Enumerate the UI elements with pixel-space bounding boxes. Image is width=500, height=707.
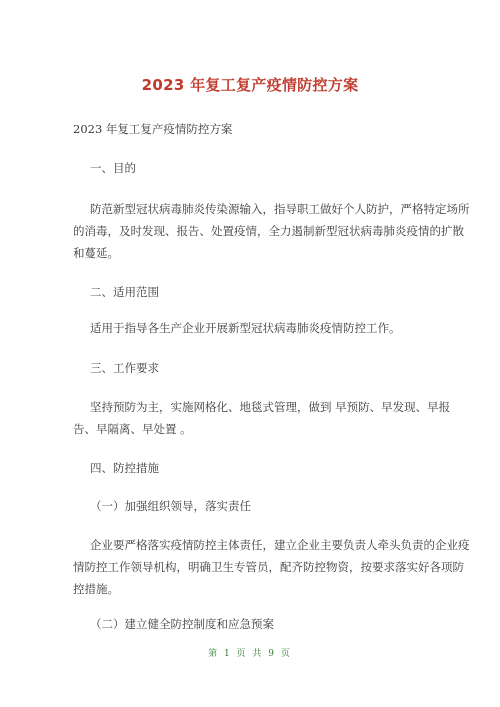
paragraph-line: 防范新型冠状病毒肺炎传染源输入，指导职工做好个人防护，严格特定场所 [90, 202, 470, 216]
paragraph-line: 坚持预防为主，实施网格化、地毯式管理，做到 早预防、早发现、早报 [90, 400, 451, 414]
section-heading-measures: 四、防控措施 [90, 461, 159, 475]
paragraph-line: 告、早隔离、早处置 。 [73, 422, 192, 436]
section-heading-purpose: 一、目的 [90, 161, 136, 175]
document-subtitle: 2023 年复工复产疫情防控方案 [73, 122, 233, 136]
paragraph-line: 和蔓延。 [73, 246, 119, 260]
section-heading-requirements: 三、工作要求 [90, 361, 159, 375]
page-footer: 第 1 页 共 9 页 [208, 649, 292, 659]
subsection-heading: （二）建立健全防控制度和应急预案 [90, 617, 274, 631]
paragraph-line: 的消毒，及时发现、报告、处置疫情，全力遏制新型冠状病毒肺炎疫情的扩散 [73, 224, 464, 238]
subsection-heading: （一）加强组织领导，落实责任 [90, 499, 251, 513]
paragraph-line: 适用于指导各生产企业开展新型冠状病毒肺炎疫情防控工作。 [90, 321, 401, 335]
page-title: 2023 年复工复产疫情防控方案 [141, 76, 359, 94]
paragraph-line: 企业要严格落实疫情防控主体责任，建立企业主要负责人牵头负责的企业疫 [90, 538, 470, 552]
paragraph-line: 控措施。 [73, 582, 119, 596]
section-heading-scope: 二、适用范围 [90, 285, 159, 299]
paragraph-line: 情防控工作领导机构，明确卫生专管员，配齐防控物资，按要求落实好各项防 [73, 560, 464, 574]
